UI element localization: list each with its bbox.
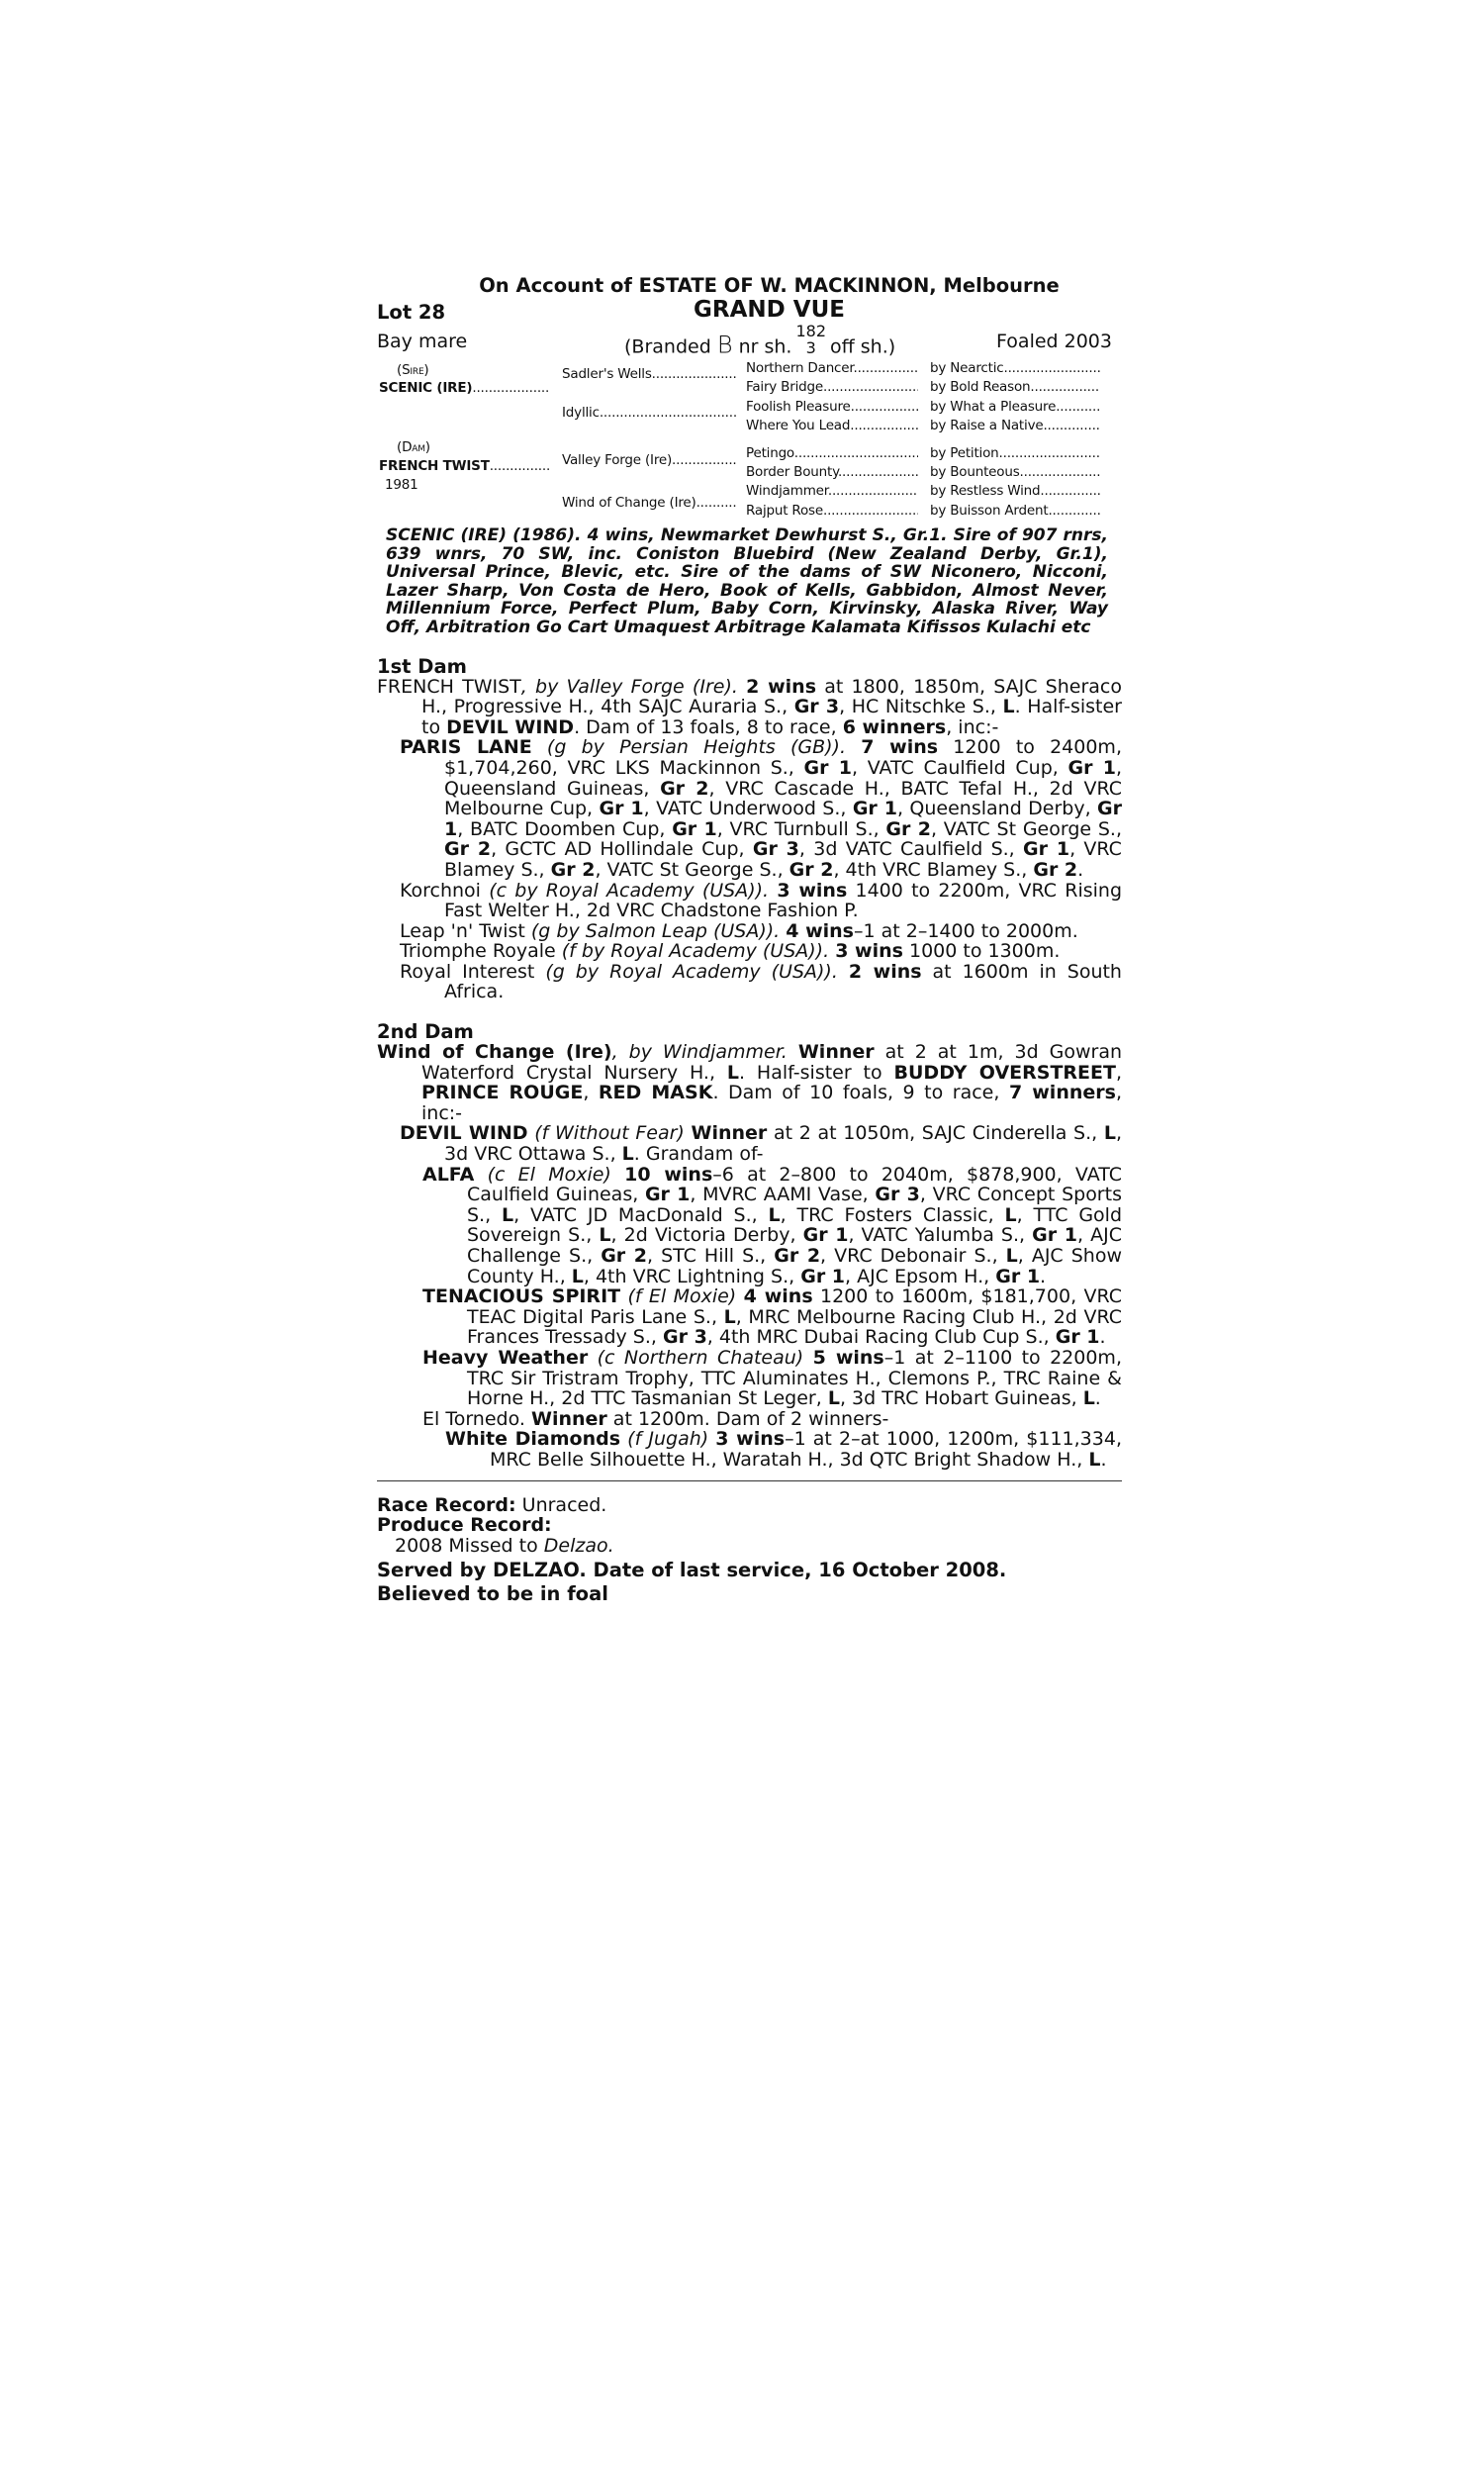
description-row bbox=[377, 322, 1122, 359]
entry-highlight: L bbox=[1002, 696, 1015, 718]
entry-text: , VRC Concept Sports S., bbox=[467, 1184, 1122, 1226]
entry-highlight: 3 wins bbox=[835, 940, 903, 963]
produce-entry bbox=[445, 1429, 1122, 1470]
brand-number bbox=[795, 323, 826, 356]
entry-text: , TTC Gold Sovereign S., bbox=[467, 1203, 1123, 1247]
entry-highlight: L bbox=[1005, 1245, 1018, 1267]
entry-text: –6 at 2–800 to 2040m, $878,900, VATC Caulfield Guineas, bbox=[467, 1163, 1122, 1206]
entry-highlight: 7 wins bbox=[861, 736, 939, 759]
ped-gen2-3: Wind of Change (Ire) ..... bbox=[562, 495, 736, 511]
entry-text: –1 at 2–1100 to 2200m, TRC Sir Tristram Trophy, TTC Aluminates H., Clemons P., TRC Raine & Horne H., 2d TTC Tasmanian St Leger, bbox=[467, 1346, 1122, 1410]
entry-highlight: Gr 2 bbox=[601, 1245, 647, 1267]
entry-text: , inc:- bbox=[946, 715, 999, 738]
entry-text: , VATC St George S., bbox=[595, 858, 789, 881]
dam-label: (Dam) bbox=[397, 439, 430, 455]
entry-text: –1 at 2–at 1000, 1200m, $111,334, MRC Belle Silhouette H., Waratah H., 3d QTC Bright Shadow H., bbox=[490, 1428, 1122, 1471]
entry-highlight: BUDDY OVERSTREET bbox=[893, 1061, 1116, 1084]
entry-highlight: L bbox=[621, 1143, 634, 1166]
entry-text bbox=[738, 676, 746, 698]
service-note: Served by DELZAO. Date of last service, 16 October 2008. bbox=[377, 1559, 1007, 1582]
entry-text: at 1200m. Dam of 2 winners- bbox=[606, 1407, 889, 1430]
entry-text: at 1800, 1850m, SAJC Sheraco H., Progressive H., 4th SAJC Auraria S., bbox=[421, 675, 1122, 718]
entry-breeding: (f Jugah) bbox=[620, 1428, 709, 1451]
entry-highlight: L bbox=[1103, 1122, 1116, 1145]
entry-text: , HC Nitschke S., bbox=[839, 696, 1003, 718]
entry-text: , 3d TRC Hobart Guineas, bbox=[839, 1387, 1083, 1410]
entry-text: at 2 at 1m, 3d Gowran Waterford Crystal Nursery H., bbox=[421, 1041, 1123, 1084]
produce-entry bbox=[377, 1042, 1122, 1123]
entry-text: . Dam of 13 foals, 8 to race, bbox=[574, 715, 843, 738]
entry-text: . bbox=[1100, 1448, 1107, 1471]
entry-highlight: L bbox=[501, 1203, 514, 1226]
entry-horse-name: ALFA bbox=[422, 1163, 475, 1186]
entry-breeding: (f by Royal Academy (USA)). bbox=[555, 940, 830, 963]
catalogue-page bbox=[377, 275, 1122, 1605]
entry-breeding: , by Valley Forge (Ire). bbox=[520, 675, 738, 698]
ped-gen3-5: Border Bounty ..... bbox=[746, 464, 918, 480]
entry-highlight: Gr 1 bbox=[1032, 1224, 1077, 1247]
entry-highlight: 3 wins bbox=[715, 1428, 786, 1451]
sex-colour: Bay mare bbox=[377, 331, 468, 352]
ped-gen4-3: by Raise a Native ..... bbox=[930, 418, 1100, 433]
entry-horse-name: PARIS LANE bbox=[400, 736, 532, 759]
ped-gen3-3: Where You Lead ..... bbox=[746, 418, 918, 433]
entry-breeding: , by Windjammer. bbox=[611, 1041, 788, 1064]
entry-highlight: RED MASK bbox=[598, 1082, 713, 1104]
entry-text: , VRC Blamey S., bbox=[444, 838, 1122, 881]
ped-gen3-2: Foolish Pleasure ..... bbox=[746, 399, 918, 415]
entry-text bbox=[803, 1347, 812, 1369]
entry-horse-name: Wind of Change (Ire) bbox=[377, 1041, 612, 1064]
entry-text bbox=[788, 1041, 798, 1063]
ped-gen3-7: Rajput Rose ..... bbox=[746, 503, 918, 519]
entry-text: , VRC Debonair S., bbox=[820, 1245, 1006, 1267]
entry-text: , 4th MRC Dubai Racing Club Cup S., bbox=[706, 1326, 1056, 1349]
produce-entry bbox=[422, 1409, 1122, 1430]
second-dam-section bbox=[377, 1042, 1122, 1470]
ped-gen4-1: by Bold Reason ..... bbox=[930, 379, 1100, 395]
ped-gen4-2: by What a Pleasure ..... bbox=[930, 399, 1100, 415]
entry-highlight: L bbox=[726, 1061, 739, 1084]
entry-highlight: Gr 1 bbox=[1055, 1326, 1100, 1349]
race-record: Race Record: Unraced. bbox=[377, 1493, 607, 1516]
foal-status: Believed to be in foal bbox=[377, 1582, 608, 1606]
entry-breeding: (f El Moxie) bbox=[620, 1285, 737, 1308]
entry-text: , BATC Doomben Cup, bbox=[457, 817, 673, 840]
sire-name: SCENIC (IRE) ..... bbox=[379, 380, 549, 396]
entry-text: . bbox=[1094, 1387, 1101, 1410]
entry-text: , VATC Yalumba S., bbox=[848, 1224, 1033, 1247]
entry-horse-name: Triomphe Royale bbox=[400, 940, 556, 963]
entry-highlight: Gr 3 bbox=[875, 1184, 920, 1206]
ped-gen2-2: Valley Forge (Ire) ..... bbox=[562, 452, 736, 468]
entry-text: –1 at 2–1400 to 2000m. bbox=[854, 919, 1078, 942]
first-dam-section bbox=[377, 677, 1122, 1003]
entry-horse-name: Korchnoi bbox=[400, 879, 481, 902]
entry-text: , AJC Epsom H., bbox=[845, 1265, 996, 1287]
entry-highlight: Gr 1 bbox=[1023, 838, 1070, 861]
entry-highlight: 2 wins bbox=[746, 675, 817, 698]
entry-highlight: 7 winners bbox=[1008, 1082, 1116, 1104]
entry-text: 1200 to 2400m, $1,704,260, VRC LKS Mackinnon S., bbox=[444, 736, 1122, 779]
entry-highlight: Winner bbox=[530, 1407, 607, 1430]
dam-name: FRENCH TWIST ..... bbox=[379, 458, 549, 474]
entry-highlight: Gr 3 bbox=[793, 696, 840, 718]
entry-text: , AJC Challenge S., bbox=[467, 1224, 1122, 1267]
entry-horse-name: El Tornedo. bbox=[422, 1407, 525, 1430]
produce-entry bbox=[377, 677, 1122, 738]
sire-summary: SCENIC (IRE) (1986). 4 wins, Newmarket Dewhurst S., Gr.1. Sire of 907 rnrs, 639 wnrs, 70 SW, inc. Coniston Bluebird (New Zealand Derby, Gr.1), Universal Prince, Blevic, etc. Sire of the dams of SW Niconero, Nicconi, Lazer Sharp, Von Costa de Hero, Book of Kells, Gabbidon, Almost Never, Millennium Force, Perfect Plum, Baby Corn, Kirvinsky, Alaska River, Way Off, Arbitration Go Cart Umaquest Arbitrage Kalamata Kifissos Kulachi etc bbox=[386, 525, 1108, 637]
entry-text: , GCTC AD Hollindale Cup, bbox=[491, 838, 753, 861]
ped-gen4-6: by Restless Wind ..... bbox=[930, 483, 1100, 499]
entry-breeding: (f Without Fear) bbox=[527, 1122, 685, 1145]
entry-breeding: (g by Persian Heights (GB)). bbox=[531, 736, 847, 759]
entry-highlight: Gr 1 bbox=[1067, 756, 1116, 779]
entry-text: at 2 at 1050m, SAJC Cinderella S., bbox=[767, 1122, 1104, 1145]
brand-description bbox=[624, 322, 896, 364]
entry-breeding: (g by Salmon Leap (USA)). bbox=[524, 919, 781, 942]
entry-text: . bbox=[1099, 1326, 1106, 1349]
produce-entry bbox=[422, 1348, 1122, 1409]
entry-text: , 4th VRC Blamey S., bbox=[833, 858, 1034, 881]
entry-text: , 2d Victoria Derby, bbox=[610, 1224, 803, 1247]
entry-text: , bbox=[1115, 1061, 1122, 1084]
entry-highlight: Winner bbox=[797, 1041, 875, 1064]
produce-entry bbox=[400, 962, 1122, 1002]
entry-breeding: (g by Royal Academy (USA)). bbox=[534, 960, 838, 983]
entry-text: , 3d VATC Caulfield S., bbox=[798, 838, 1024, 861]
entry-highlight: Gr 2 bbox=[444, 838, 492, 861]
ped-gen2-0: Sadler's Wells ..... bbox=[562, 366, 736, 382]
entry-text: , AJC Show County H., bbox=[467, 1245, 1122, 1287]
entry-highlight: Gr 2 bbox=[788, 858, 834, 881]
entry-highlight: 6 winners bbox=[842, 715, 947, 738]
entry-highlight: Gr 1 bbox=[644, 1184, 691, 1206]
entry-highlight: Gr 2 bbox=[660, 777, 709, 800]
entry-highlight: Gr 3 bbox=[752, 838, 799, 861]
entry-horse-name: FRENCH TWIST bbox=[377, 675, 521, 698]
brand-suffix: off sh.) bbox=[830, 335, 896, 358]
entry-highlight: Gr 1 bbox=[852, 798, 897, 820]
entry-text: 1400 to 2200m, VRC Rising Fast Welter H., 2d VRC Chadstone Fashion P. bbox=[444, 879, 1123, 922]
entry-text: , MVRC AAMI Vase, bbox=[690, 1184, 876, 1206]
ped-gen3-0: Northern Dancer ..... bbox=[746, 360, 918, 376]
entry-text: . bbox=[1040, 1265, 1047, 1287]
ped-gen3-1: Fairy Bridge ..... bbox=[746, 379, 918, 395]
produce-entry bbox=[400, 1123, 1122, 1164]
ped-gen2-1: Idyllic ..... bbox=[562, 405, 736, 421]
entry-highlight: PRINCE ROUGE bbox=[421, 1082, 584, 1104]
produce-entry bbox=[400, 881, 1122, 921]
entry-highlight: L bbox=[768, 1203, 781, 1226]
ped-gen3-6: Windjammer ..... bbox=[746, 483, 918, 499]
entry-highlight: Gr 1 bbox=[599, 798, 644, 820]
entry-highlight: Gr 1 bbox=[803, 756, 852, 779]
entry-horse-name: TENACIOUS SPIRIT bbox=[422, 1285, 621, 1308]
ped-gen3-4: Petingo ..... bbox=[746, 445, 918, 461]
entry-highlight: 3 wins bbox=[777, 879, 848, 902]
entry-highlight: L bbox=[723, 1305, 736, 1328]
entry-highlight: L bbox=[1004, 1203, 1017, 1226]
brand-mark: B bbox=[716, 331, 733, 359]
foaled-year: Foaled 2003 bbox=[996, 331, 1112, 352]
produce-entry bbox=[400, 941, 1122, 962]
ped-gen4-0: by Nearctic ..... bbox=[930, 360, 1100, 376]
brand-prefix: (Branded bbox=[624, 335, 711, 358]
entry-highlight: 5 wins bbox=[812, 1346, 884, 1369]
sire-label: (Sire) bbox=[397, 362, 429, 378]
entry-breeding: (c El Moxie) bbox=[474, 1163, 611, 1186]
entry-text: . bbox=[1077, 858, 1084, 881]
entry-highlight: L bbox=[571, 1265, 584, 1287]
vendor-account: On Account of ESTATE OF W. MACKINNON, Melbourne bbox=[479, 274, 1060, 297]
entry-highlight: Gr 3 bbox=[662, 1326, 707, 1349]
produce-entry bbox=[400, 737, 1122, 880]
entry-text bbox=[846, 736, 861, 758]
produce-entry bbox=[422, 1165, 1122, 1287]
entry-text: . Grandam of- bbox=[633, 1143, 764, 1166]
entry-highlight: Gr 1 bbox=[995, 1265, 1041, 1287]
produce-entry bbox=[422, 1286, 1122, 1348]
entry-text: , VATC St George S., bbox=[930, 817, 1122, 840]
entry-text: , Queensland Derby, bbox=[896, 798, 1098, 820]
entry-text: , VRC Turnbull S., bbox=[716, 817, 886, 840]
entry-text: . Half-sister to bbox=[421, 696, 1122, 738]
entry-highlight: L bbox=[1082, 1387, 1095, 1410]
entry-highlight: Gr 2 bbox=[774, 1245, 821, 1267]
entry-text: , Queensland Guineas, bbox=[444, 756, 1122, 800]
divider bbox=[377, 1480, 1122, 1481]
entry-text: , VATC JD MacDonald S., bbox=[513, 1203, 769, 1226]
entry-highlight: Gr 1 bbox=[800, 1265, 846, 1287]
entry-text: , bbox=[583, 1082, 599, 1104]
entry-highlight: Gr 2 bbox=[1033, 858, 1078, 881]
entry-text: , inc:- bbox=[421, 1082, 1122, 1124]
entry-text bbox=[838, 961, 849, 983]
entry-text bbox=[736, 1285, 743, 1307]
entry-highlight: Gr 1 bbox=[802, 1224, 849, 1247]
entry-text: , VRC Cascade H., BATC Tefal H., 2d VRC Melbourne Cup, bbox=[444, 777, 1122, 820]
brand-mid: nr sh. bbox=[738, 335, 792, 358]
horse-name: GRAND VUE bbox=[694, 297, 845, 323]
entry-text: 1200 to 1600m, $181,700, VRC TEAC Digital Paris Lane S., bbox=[467, 1285, 1122, 1328]
pedigree-table bbox=[377, 362, 1122, 523]
entry-highlight: Gr 2 bbox=[550, 858, 596, 881]
entry-horse-name: Heavy Weather bbox=[422, 1346, 589, 1369]
ped-gen4-5: by Bounteous ..... bbox=[930, 464, 1100, 480]
entry-highlight: Winner bbox=[691, 1122, 768, 1145]
entry-horse-name: Leap 'n' Twist bbox=[400, 919, 525, 942]
entry-highlight: L bbox=[827, 1387, 840, 1410]
entry-horse-name: DEVIL WIND bbox=[400, 1122, 528, 1145]
lot-number: Lot 28 bbox=[377, 301, 446, 324]
entry-highlight: Gr 1 bbox=[444, 798, 1122, 840]
entry-text: , STC Hill S., bbox=[647, 1245, 775, 1267]
entry-highlight: Gr 2 bbox=[885, 817, 931, 840]
second-dam-heading: 2nd Dam bbox=[377, 1020, 474, 1044]
entry-highlight: L bbox=[1088, 1448, 1101, 1471]
ped-gen4-4: by Petition ..... bbox=[930, 445, 1100, 461]
entry-highlight: DEVIL WIND bbox=[446, 715, 575, 738]
entry-highlight: 4 wins bbox=[743, 1285, 813, 1308]
entry-breeding: (c Northern Chateau) bbox=[588, 1346, 804, 1369]
entry-text: , TRC Fosters Classic, bbox=[780, 1203, 1005, 1226]
entry-text: , VATC Underwood S., bbox=[643, 798, 853, 820]
entry-text: , 3d VRC Ottawa S., bbox=[444, 1122, 1122, 1166]
produce-record-entry: 2008 Missed to Delzao. bbox=[395, 1534, 614, 1557]
lot-row bbox=[377, 297, 1122, 325]
first-dam-heading: 1st Dam bbox=[377, 654, 467, 678]
entry-text bbox=[685, 1122, 692, 1144]
dam-year: 1981 bbox=[385, 477, 418, 493]
brand-number-top: 182 bbox=[795, 322, 826, 340]
entry-text: 1000 to 1300m. bbox=[902, 940, 1061, 963]
entry-highlight: 2 wins bbox=[848, 960, 922, 983]
produce-record-label: Produce Record: bbox=[377, 1514, 552, 1537]
entry-horse-name: White Diamonds bbox=[445, 1428, 621, 1451]
entry-text: , 4th VRC Lightning S., bbox=[583, 1265, 801, 1287]
brand-number-bottom: 3 bbox=[805, 338, 816, 357]
entry-text bbox=[611, 1164, 624, 1186]
entry-highlight: 4 wins bbox=[786, 919, 854, 942]
entry-highlight: L bbox=[599, 1224, 611, 1247]
entry-text: . Dam of 10 foals, 9 to race, bbox=[712, 1082, 1009, 1104]
entry-highlight: 10 wins bbox=[624, 1163, 713, 1186]
entry-horse-name: Royal Interest bbox=[400, 960, 535, 983]
entry-text: . Half-sister to bbox=[739, 1061, 894, 1084]
entry-highlight: Gr 1 bbox=[672, 817, 717, 840]
entry-text: , VATC Caulfield Cup, bbox=[852, 756, 1068, 779]
entry-breeding: (c by Royal Academy (USA)). bbox=[480, 879, 770, 902]
entry-text: at 1600m in South Africa. bbox=[444, 960, 1122, 1003]
ped-gen4-7: by Buisson Ardent ..... bbox=[930, 503, 1100, 519]
entry-text: , MRC Melbourne Racing Club H., 2d VRC Frances Tressady S., bbox=[467, 1305, 1122, 1349]
produce-entry bbox=[400, 921, 1122, 942]
